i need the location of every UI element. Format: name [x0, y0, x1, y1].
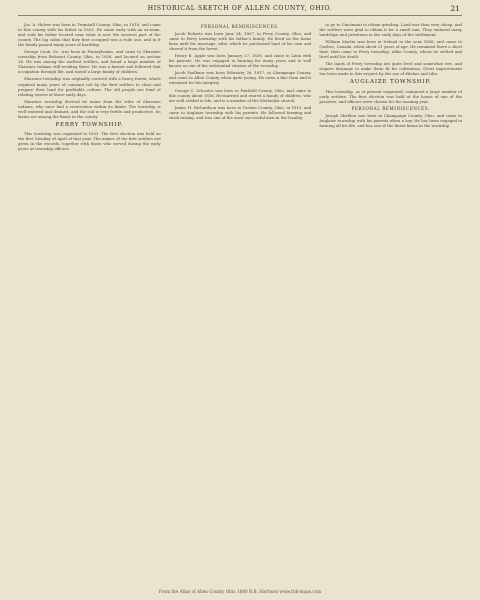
section-heading: PERSONAL REMINISCENCES.: [200, 24, 280, 29]
paragraph: Jas. A. Holver was born in Trumbull County, Ohio, in 1818, and came to this county with his father in 1833. He came early with an ox-team, and with his father located near what is now the western part of the county. The log cabin that they first occupied was a rude one, and in it the family passed many years of hardship.: [18, 22, 161, 48]
paragraph: Jacob Roberts was born June 24, 1807, in Perry County, Ohio, and came to Perry township with his father's family. He lived on the home farm until his marriage, after which he purchased land of his own and cleared it from the forest.: [168, 31, 312, 52]
paragraph: This township, as at present organized, contained a large number of early settlers. The first election was held at the house of one of the pioneers, and officers were chosen for the ensuing year.: [319, 88, 463, 104]
paragraph: George C. Schooler was born in Fairfield County, Ohio, and came to this county about 1836. He married and reared a family of children, who are well settled in life, and is a member of the Methodist church.: [168, 87, 312, 103]
column-right: [319, 22, 462, 578]
section-heading: AUGLAIZE TOWNSHIP.: [349, 79, 432, 86]
paragraph: William Martin was born in Ireland in the year 1808, and came to Quebec, Canada, when about 21 years of age. He remained there a short time, then came to Perry township, Allen County, where he settled and lived until his death.: [319, 39, 463, 60]
paragraph: George Cook, Sr., was born in Pennsylvania, and came to Shawnee township from Belmont County, Ohio, in 1836, and located on section 34. He was among the earliest settlers, and found a large number of Shawnee Indians still residing there. He was a farmer and followed that occupation through life, and raised a large family of children.: [18, 49, 161, 75]
paragraph: Shawnee township derived its name from the tribe of Shawnee Indians, who once had a reservation within its limits. The township is well watered and drained, and the soil is very fertile and productive. Its farms are among the finest in the county.: [18, 98, 161, 119]
text-columns: [18, 22, 462, 578]
header-rule: [18, 15, 462, 16]
column-left: [18, 22, 161, 578]
section-heading: PERRY TOWNSHIP.: [55, 121, 124, 128]
paragraph: Shawnee township was originally covered with a heavy forest, which required many years of constant toil by the first settlers to clear and prepare their land for profitable culture. The old people are fond of relating stories of those early days.: [18, 76, 161, 97]
page-number: 21: [450, 4, 460, 13]
column-middle: [169, 22, 312, 578]
section-heading: PERSONAL REMINISCENCES.: [351, 105, 430, 111]
paragraph: to go to Cincinnati to obtain grinding. Land was then very cheap, and the settlers were glad to obtain it for a small sum. They endured many hardships and privations in the early days of the settlement.: [319, 22, 463, 38]
running-head: HISTORICAL SKETCH OF ALLEN COUNTY, OHIO.: [147, 5, 333, 12]
paragraph: The lands of Perry township are quite level and somewhat wet, and require drainage to make them fit for cultivation. Great improvement has been made in this respect by the use of ditches and tiles.: [319, 61, 463, 77]
paragraph: Henry B. Apple was born January 27, 1838, and came to Lima with his parents. He was engaged in farming for many years and is well known as one of the substantial citizens of the township.: [168, 53, 312, 69]
paragraph: Jacob Faulkner was born February 28, 1817, in Champaign County, and came to Allen County when quite young. He owns a fine farm and is esteemed for his integrity.: [168, 70, 312, 86]
footer-credit: From the Atlas of Allen County Ohio 1880 R.B. Harrison www.rbh-maps.com: [158, 589, 322, 594]
paragraph: Joseph Sheldon was born in Champaign County, Ohio, and came to Auglaize township with his parents when a boy. He has been engaged in farming all his life, and has one of the finest farms in the township.: [319, 112, 463, 128]
paragraph: This township was organized in 1833. The first election was held on the first Monday of April of that year. The names of the first settlers are given in the records, together with those who served during the early years as township officers.: [18, 130, 161, 152]
paragraph: James H. Richardson was born in Greene County, Ohio, in 1815, and came to Auglaize township with his parents. He followed farming and stock raising, and was one of the most successful men in the locality.: [168, 104, 312, 120]
